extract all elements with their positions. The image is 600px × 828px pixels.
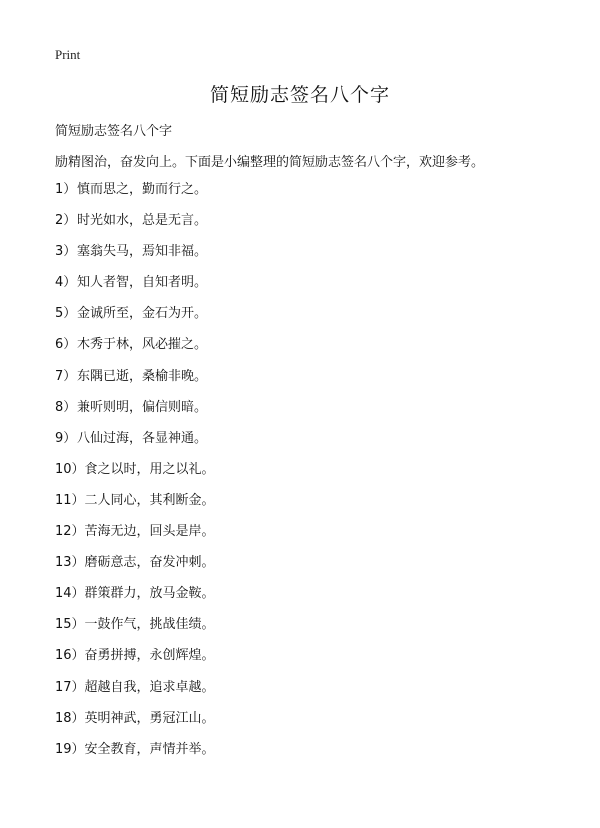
list-item-text: 超越自我，追求卓越。 xyxy=(84,679,215,695)
page-title: 简短励志签名八个字 xyxy=(209,84,390,106)
list-item-text: 金诚所至，金石为开。 xyxy=(77,306,208,322)
list-item xyxy=(55,680,215,711)
list-item xyxy=(55,400,215,431)
list-item-number: 15） xyxy=(55,617,85,633)
list-item-number: 18） xyxy=(55,710,85,726)
list-item-text: 英明神武，勇冠江山。 xyxy=(84,710,215,726)
list-item-text: 塞翁失马，焉知非福。 xyxy=(77,244,208,260)
list-item-number: 17） xyxy=(55,679,85,695)
list-item xyxy=(55,586,215,617)
list-item xyxy=(55,493,215,524)
list-item-text: 木秀于林，风必摧之。 xyxy=(77,337,208,353)
list-item-number: 12） xyxy=(55,524,85,540)
list-item xyxy=(55,306,215,337)
list-item-text: 兼听则明，偏信则暗。 xyxy=(77,399,208,415)
list-item-text: 时光如水，总是无言。 xyxy=(77,213,208,229)
list-item xyxy=(55,369,215,400)
list-item-number: 14） xyxy=(55,586,85,602)
list-item xyxy=(55,648,215,679)
list-item-number: 5） xyxy=(55,306,77,322)
list-item-text: 奋勇拼搏，永创辉煌。 xyxy=(84,648,215,664)
list-item xyxy=(55,462,215,493)
print-link[interactable]: Print xyxy=(55,47,81,62)
list-item xyxy=(55,182,215,213)
list-item-text: 一鼓作气，挑战佳绩。 xyxy=(84,617,215,633)
list-item-number: 3） xyxy=(55,244,77,260)
list-item-text: 东隅已逝，桑榆非晚。 xyxy=(77,368,208,384)
list-item-number: 13） xyxy=(55,555,85,571)
list-item-text: 苦海无边，回头是岸。 xyxy=(84,524,215,540)
intro-paragraph: 励精图治，奋发向上。下面是小编整理的简短励志签名八个字，欢迎参考。 xyxy=(55,155,485,170)
list-item-number: 2） xyxy=(55,213,77,229)
list-item xyxy=(55,711,215,742)
subtitle: 简短励志签名八个字 xyxy=(55,124,173,139)
list-item-text: 食之以时，用之以礼。 xyxy=(84,461,215,477)
list-item-number: 9） xyxy=(55,430,77,446)
list-item-number: 1） xyxy=(55,182,77,197)
list-item xyxy=(55,617,215,648)
list-item-number: 6） xyxy=(55,337,77,353)
list-item-text: 知人者智，自知者明。 xyxy=(77,275,208,291)
list-item xyxy=(55,213,215,244)
list-item xyxy=(55,244,215,275)
list-item-text: 群策群力，放马金鞍。 xyxy=(84,586,215,602)
list-item-number: 4） xyxy=(55,275,77,291)
list-item-number: 10） xyxy=(55,461,85,477)
list-item xyxy=(55,524,215,555)
list-item-number: 7） xyxy=(55,368,77,384)
list-item-number: 11） xyxy=(55,492,85,508)
list-item-text: 安全教育，声情并举。 xyxy=(84,741,215,757)
list-item-number: 16） xyxy=(55,648,85,664)
list-item xyxy=(55,275,215,306)
list-item-text: 二人同心，其利断金。 xyxy=(84,492,215,508)
list-item xyxy=(55,431,215,462)
list-item-number: 19） xyxy=(55,741,85,757)
list-item-text: 八仙过海，各显神通。 xyxy=(77,430,208,446)
list-item-text: 慎而思之，勤而行之。 xyxy=(77,182,208,197)
list-item xyxy=(55,742,215,773)
list-item xyxy=(55,337,215,368)
list-item-number: 8） xyxy=(55,399,77,415)
list-item xyxy=(55,555,215,586)
signature-list xyxy=(55,182,215,773)
list-item-text: 磨砺意志，奋发冲刺。 xyxy=(84,555,215,571)
